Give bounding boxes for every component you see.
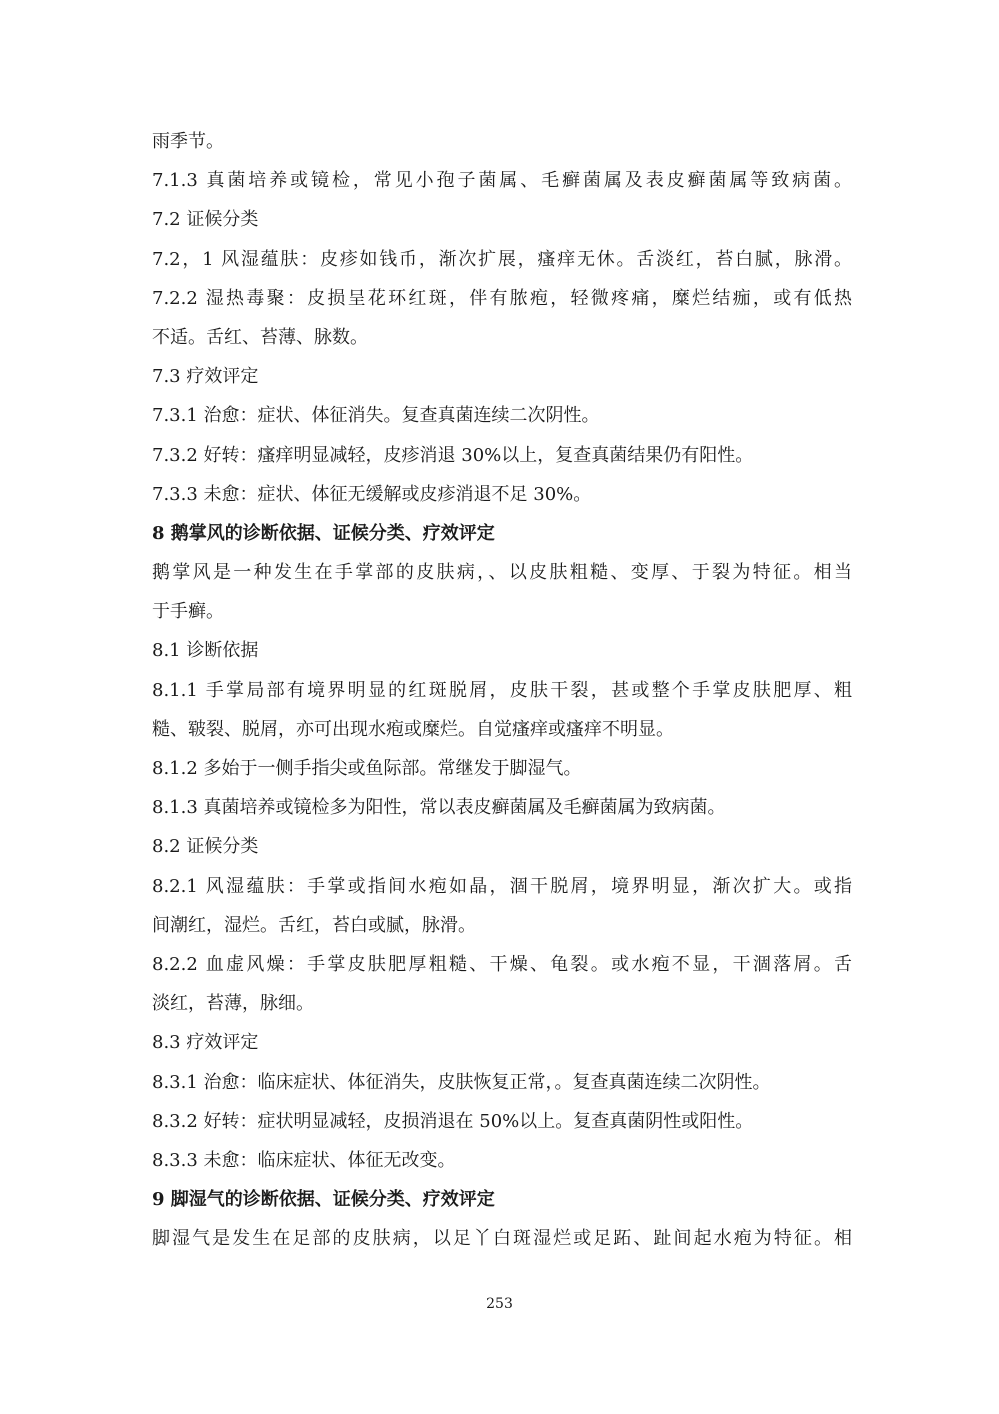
text-line: 8.2.2 血虚风燥：手掌皮肤肥厚粗糙、干燥、龟裂。或水疱不显，干涸落屑。舌 [152, 953, 852, 975]
text-line: 7.3.1 治愈：症状、体征消失。复查真菌连续二次阴性。 [152, 405, 600, 427]
text-line: 7.2，1 风湿蕴肤：皮疹如钱币，渐次扩展，瘙痒无休。舌淡红，苔白腻，脉滑。 [152, 248, 852, 270]
text-line: 于手癣。 [152, 601, 224, 623]
text-line: 淡红，苔薄，脉细。 [152, 993, 314, 1015]
text-line: 鹅掌风是一种发生在手掌部的皮肤病，、以皮肤粗糙、变厚、于裂为特征。相当 [152, 562, 852, 584]
text-line: 8.3.1 治愈：临床症状、体征消失，皮肤恢复正常，。复查真菌连续二次阴性。 [152, 1071, 771, 1093]
text-line: 雨季节。 [152, 131, 224, 152]
subsection-heading: 7.3 疗效评定 [152, 366, 259, 388]
text-line: 脚湿气是发生在足部的皮肤病，以足丫白斑湿烂或足跖、趾间起水疱为特征。相 [152, 1228, 852, 1250]
text-line: 7.3.3 未愈：症状、体征无缓解或皮疹消退不足 30%。 [152, 483, 592, 505]
text-line: 7.1.3 真菌培养或镜检，常见小孢子菌属、毛癣菌属及表皮癣菌属等致病菌。 [152, 170, 852, 192]
subsection-heading: 8.1 诊断依据 [152, 640, 259, 662]
text-line: 间潮红，湿烂。舌红，苔白或腻，脉滑。 [152, 914, 476, 936]
page-number: 253 [486, 1296, 513, 1312]
document-body [152, 122, 852, 1258]
text-line: 7.2.2 湿热毒聚：皮损呈花环红斑，伴有脓疱，轻微疼痛，糜烂结痂，或有低热 [152, 287, 852, 309]
section-heading: 9 脚湿气的诊断依据、证候分类、疗效评定 [152, 1189, 495, 1211]
subsection-heading: 8.2 证候分类 [152, 836, 259, 858]
section-heading: 8 鹅掌风的诊断依据、证候分类、疗效评定 [152, 522, 495, 544]
text-line: 8.2.1 风湿蕴肤：手掌或指间水疱如晶，涸干脱屑，境界明显，渐次扩大。或指 [152, 875, 852, 897]
text-line: 8.1.3 真菌培养或镜检多为阳性，常以表皮癣菌属及毛癣菌属为致病菌。 [152, 797, 726, 819]
subsection-heading: 7.2 证候分类 [152, 209, 259, 231]
text-line: 糙、皲裂、脱屑，亦可出现水疱或糜烂。自觉瘙痒或瘙痒不明显。 [152, 718, 674, 740]
text-line: 8.1.2 多始于一侧手指尖或鱼际部。常继发于脚湿气。 [152, 758, 582, 779]
text-line: 7.3.2 好转：瘙痒明显减轻，皮疹消退 30%以上，复查真菌结果仍有阳性。 [152, 444, 754, 466]
text-line: 8.1.1 手掌局部有境界明显的红斑脱屑，皮肤干裂，甚或整个手掌皮肤肥厚、粗 [152, 679, 852, 701]
text-line: 8.3.2 好转：症状明显减轻，皮损消退在 50%以上。复查真菌阴性或阳性。 [152, 1110, 754, 1132]
text-line: 8.3.3 未愈：临床症状、体征无改变。 [152, 1149, 456, 1171]
text-line: 不适。舌红、苔薄、脉数。 [152, 326, 368, 348]
subsection-heading: 8.3 疗效评定 [152, 1032, 259, 1054]
